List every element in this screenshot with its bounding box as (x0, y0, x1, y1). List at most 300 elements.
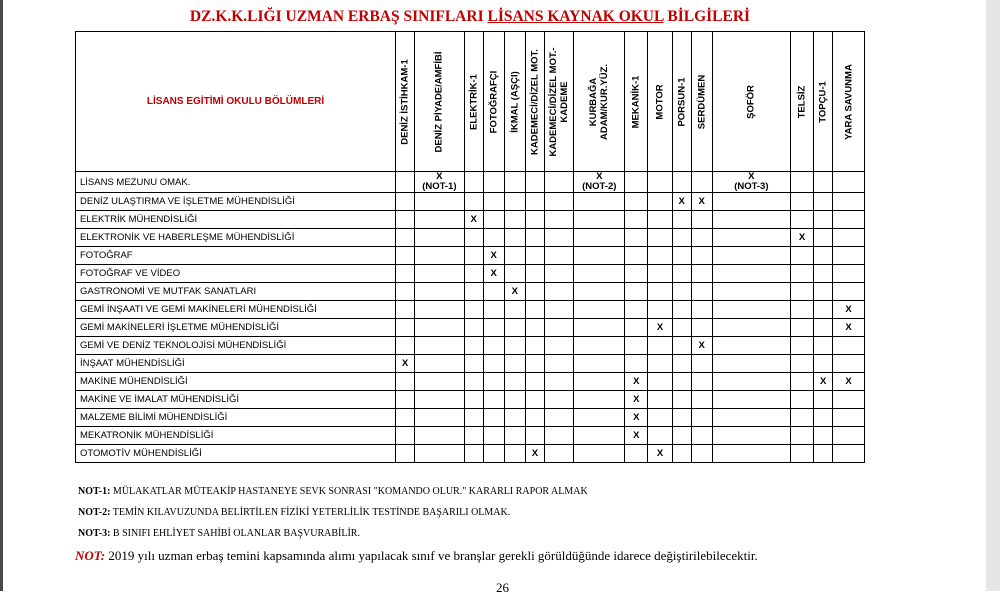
empty-cell (396, 427, 415, 445)
empty-cell (574, 265, 625, 283)
x-mark: X (525, 445, 544, 463)
table-row (76, 211, 865, 229)
column-header-label: KADEMECİ/DİZEL MOT. (529, 48, 541, 155)
row-label: ELEKTRİK MÜHENDİSLİĞİ (76, 211, 396, 229)
empty-cell (464, 409, 483, 427)
empty-cell (415, 265, 465, 283)
empty-cell (833, 391, 865, 409)
empty-cell (648, 247, 672, 265)
empty-cell (712, 391, 790, 409)
empty-cell (672, 301, 691, 319)
empty-cell (691, 301, 712, 319)
empty-cell (814, 427, 833, 445)
empty-cell (712, 229, 790, 247)
column-header-label: FOTOĞRAFÇI (488, 70, 500, 133)
column-header (483, 32, 504, 172)
column-header-label: TELSİZ (796, 85, 808, 118)
empty-cell (691, 211, 712, 229)
empty-cell (574, 427, 625, 445)
row-label: MAKİNE MÜHENDİSLİĞİ (76, 373, 396, 391)
empty-cell (814, 193, 833, 211)
empty-cell (814, 409, 833, 427)
note-2: NOT-2: TEMİN KILAVUZUNDA BELİRTİLEN FİZİKİ YETERLİLİK TESTİNDE BAŞARILI OLMAK. (78, 507, 511, 518)
empty-cell (574, 211, 625, 229)
row-label: DENİZ ULAŞTIRMA VE İŞLETME MÜHENDİSLİĞİ (76, 193, 396, 211)
empty-cell (790, 391, 813, 409)
empty-cell (574, 301, 625, 319)
column-header-label: PORSUN-1 (676, 76, 688, 127)
page-title: DZ.K.K.LIĞI UZMAN ERBAŞ SINIFLARI LİSANS KAYNAK OKUL BİLGİLERİ (189, 8, 751, 25)
empty-cell (525, 391, 544, 409)
empty-cell (814, 247, 833, 265)
empty-cell (574, 283, 625, 301)
empty-cell (544, 391, 574, 409)
column-header-label: TOPÇU-1 (817, 80, 829, 123)
empty-cell (790, 172, 813, 193)
row-label: MALZEME BİLİMİ MÜHENDİSLİĞİ (76, 409, 396, 427)
empty-cell (691, 229, 712, 247)
empty-cell (712, 211, 790, 229)
empty-cell (396, 283, 415, 301)
empty-cell (464, 391, 483, 409)
empty-cell (464, 337, 483, 355)
empty-cell (814, 283, 833, 301)
empty-cell (574, 445, 625, 463)
empty-cell (814, 337, 833, 355)
empty-cell (544, 283, 574, 301)
empty-cell (648, 355, 672, 373)
empty-cell (790, 211, 813, 229)
empty-cell (544, 319, 574, 337)
x-mark: X (483, 265, 504, 283)
empty-cell (790, 283, 813, 301)
empty-cell (691, 445, 712, 463)
empty-cell (415, 409, 465, 427)
x-mark: X (691, 193, 712, 211)
empty-cell (504, 427, 525, 445)
row-label: GEMİ VE DENİZ TEKNOLOJİSİ MÜHENDİSLİĞİ (76, 337, 396, 355)
x-mark: X (NOT-2) (574, 172, 625, 193)
empty-cell (396, 391, 415, 409)
empty-cell (648, 373, 672, 391)
empty-cell (672, 211, 691, 229)
empty-cell (464, 355, 483, 373)
empty-cell (574, 319, 625, 337)
empty-cell (672, 373, 691, 391)
empty-cell (525, 301, 544, 319)
empty-cell (525, 427, 544, 445)
empty-cell (625, 211, 648, 229)
empty-cell (525, 265, 544, 283)
empty-cell (525, 409, 544, 427)
column-header-label: YARA SAVUNMA (843, 63, 855, 140)
empty-cell (483, 337, 504, 355)
empty-cell (396, 337, 415, 355)
table-row (76, 301, 865, 319)
empty-cell (544, 193, 574, 211)
empty-cell (625, 229, 648, 247)
empty-cell (814, 172, 833, 193)
empty-cell (396, 193, 415, 211)
column-header-label: DENİZ İSTİHKAM-1 (399, 58, 411, 145)
empty-cell (625, 445, 648, 463)
empty-cell (464, 373, 483, 391)
empty-cell (672, 391, 691, 409)
empty-cell (625, 301, 648, 319)
empty-cell (833, 172, 865, 193)
row-label: GEMİ İNŞAATI VE GEMİ MAKİNELERİ MÜHENDİSLİĞİ (76, 301, 396, 319)
column-header (544, 32, 574, 172)
table-row (76, 337, 865, 355)
empty-cell (544, 427, 574, 445)
empty-cell (814, 211, 833, 229)
empty-cell (833, 427, 865, 445)
table-row (76, 283, 865, 301)
empty-cell (504, 301, 525, 319)
empty-cell (691, 319, 712, 337)
row-label: OTOMOTİV MÜHENDİSLİĞİ (76, 445, 396, 463)
empty-cell (672, 427, 691, 445)
empty-cell (712, 319, 790, 337)
empty-cell (504, 409, 525, 427)
empty-cell (712, 445, 790, 463)
empty-cell (544, 355, 574, 373)
empty-cell (574, 247, 625, 265)
table-row (76, 391, 865, 409)
empty-cell (544, 373, 574, 391)
empty-cell (712, 247, 790, 265)
empty-cell (574, 229, 625, 247)
empty-cell (396, 247, 415, 265)
x-mark: X (625, 409, 648, 427)
empty-cell (691, 265, 712, 283)
x-mark: X (814, 373, 833, 391)
empty-cell (504, 337, 525, 355)
empty-cell (525, 247, 544, 265)
empty-cell (814, 319, 833, 337)
row-label: LİSANS MEZUNU OMAK. (76, 172, 396, 193)
empty-cell (544, 265, 574, 283)
table-row (76, 229, 865, 247)
row-label: FOTOĞRAF VE VİDEO (76, 265, 396, 283)
empty-cell (396, 172, 415, 193)
empty-cell (672, 337, 691, 355)
empty-cell (625, 355, 648, 373)
empty-cell (525, 283, 544, 301)
empty-cell (814, 265, 833, 283)
x-mark: X (672, 193, 691, 211)
empty-cell (712, 427, 790, 445)
empty-cell (464, 301, 483, 319)
empty-cell (814, 445, 833, 463)
empty-cell (415, 337, 465, 355)
empty-cell (415, 283, 465, 301)
empty-cell (504, 373, 525, 391)
empty-cell (625, 193, 648, 211)
empty-cell (483, 172, 504, 193)
empty-cell (464, 265, 483, 283)
empty-cell (790, 337, 813, 355)
empty-cell (415, 445, 465, 463)
row-label: MAKİNE VE İMALAT MÜHENDİSLİĞİ (76, 391, 396, 409)
empty-cell (712, 283, 790, 301)
empty-cell (625, 319, 648, 337)
empty-cell (483, 409, 504, 427)
empty-cell (464, 229, 483, 247)
column-header (574, 32, 625, 172)
empty-cell (574, 409, 625, 427)
empty-cell (464, 247, 483, 265)
column-header (396, 32, 415, 172)
empty-cell (525, 229, 544, 247)
empty-cell (544, 247, 574, 265)
empty-cell (833, 247, 865, 265)
empty-cell (790, 193, 813, 211)
x-mark: X (790, 229, 813, 247)
table-row (76, 172, 865, 193)
column-header-label: MEKANİK-1 (630, 75, 642, 128)
empty-cell (483, 355, 504, 373)
empty-cell (504, 391, 525, 409)
empty-cell (504, 211, 525, 229)
empty-cell (525, 319, 544, 337)
empty-cell (483, 193, 504, 211)
empty-cell (790, 319, 813, 337)
empty-cell (712, 409, 790, 427)
empty-cell (648, 301, 672, 319)
table-row (76, 409, 865, 427)
x-mark: X (691, 337, 712, 355)
x-mark: X (833, 301, 865, 319)
x-mark: X (648, 445, 672, 463)
empty-cell (504, 319, 525, 337)
x-mark: X (504, 283, 525, 301)
empty-cell (691, 355, 712, 373)
column-header (814, 32, 833, 172)
empty-cell (483, 229, 504, 247)
empty-cell (648, 211, 672, 229)
empty-cell (648, 193, 672, 211)
empty-cell (415, 247, 465, 265)
empty-cell (483, 391, 504, 409)
empty-cell (396, 211, 415, 229)
column-header-label: İKMAL (AŞÇI) (509, 70, 521, 133)
empty-cell (790, 247, 813, 265)
x-mark: X (833, 319, 865, 337)
x-mark: X (NOT-1) (415, 172, 465, 193)
table-row (76, 193, 865, 211)
column-header-label: KADEMECİ/DİZEL MOT.- (548, 46, 560, 157)
empty-cell (833, 193, 865, 211)
row-label: İNŞAAT MÜHENDİSLİĞİ (76, 355, 396, 373)
row-label: MEKATRONİK MÜHENDİSLİĞİ (76, 427, 396, 445)
column-header (464, 32, 483, 172)
empty-cell (625, 283, 648, 301)
empty-cell (625, 172, 648, 193)
empty-cell (833, 283, 865, 301)
column-header-label: ELEKTRİK-1 (468, 73, 480, 130)
row-label: FOTOĞRAF (76, 247, 396, 265)
notes-section (78, 485, 588, 548)
empty-cell (691, 172, 712, 193)
empty-cell (648, 409, 672, 427)
empty-cell (712, 301, 790, 319)
table-row (76, 319, 865, 337)
empty-cell (544, 445, 574, 463)
column-header-label: MOTOR (654, 83, 666, 120)
column-header (525, 32, 544, 172)
empty-cell (504, 172, 525, 193)
empty-cell (396, 373, 415, 391)
empty-cell (396, 301, 415, 319)
empty-cell (483, 427, 504, 445)
table-row (76, 445, 865, 463)
final-note: NOT: 2019 yılı uzman erbaş temini kapsamında alımı yapılacak sınıf ve branşlar gerekli görüldüğünde idarece değiştirilebilecektir. (75, 548, 758, 563)
viewer-left-edge (0, 0, 3, 591)
empty-cell (790, 301, 813, 319)
column-header-label: ŞOFÖR (745, 84, 757, 119)
empty-cell (483, 445, 504, 463)
corner-header: LİSANS EGİTİMİ OKULU BÖLÜMLERİ (76, 32, 396, 172)
x-mark: X (648, 319, 672, 337)
empty-cell (415, 229, 465, 247)
column-header-label: ADAM/KUR.YÜZ. (599, 63, 611, 140)
empty-cell (525, 193, 544, 211)
viewer-scrollbar[interactable] (986, 0, 1000, 591)
empty-cell (672, 283, 691, 301)
column-header (672, 32, 691, 172)
empty-cell (574, 193, 625, 211)
empty-cell (691, 283, 712, 301)
empty-cell (691, 247, 712, 265)
table-row (76, 265, 865, 283)
empty-cell (504, 445, 525, 463)
empty-cell (544, 409, 574, 427)
column-header (790, 32, 813, 172)
empty-cell (396, 229, 415, 247)
empty-cell (625, 247, 648, 265)
x-mark: X (464, 211, 483, 229)
empty-cell (464, 445, 483, 463)
column-header-label: KADEME (559, 80, 571, 123)
column-header (504, 32, 525, 172)
column-header (833, 32, 865, 172)
empty-cell (483, 373, 504, 391)
empty-cell (415, 211, 465, 229)
table-row (76, 427, 865, 445)
note-1: NOT-1: MÜLAKATLAR MÜTEAKİP HASTANEYE SEVK SONRASI "KOMANDO OLUR." KARARLI RAPOR ALMAK (78, 486, 588, 497)
empty-cell (544, 229, 574, 247)
empty-cell (648, 427, 672, 445)
empty-cell (504, 355, 525, 373)
empty-cell (483, 211, 504, 229)
source-school-table (75, 31, 865, 463)
x-mark: X (625, 373, 648, 391)
empty-cell (415, 301, 465, 319)
column-header (648, 32, 672, 172)
empty-cell (544, 172, 574, 193)
empty-cell (544, 301, 574, 319)
empty-cell (672, 319, 691, 337)
empty-cell (712, 373, 790, 391)
empty-cell (483, 301, 504, 319)
empty-cell (464, 427, 483, 445)
x-mark: X (833, 373, 865, 391)
empty-cell (504, 229, 525, 247)
empty-cell (415, 193, 465, 211)
empty-cell (464, 193, 483, 211)
empty-cell (574, 355, 625, 373)
empty-cell (672, 445, 691, 463)
empty-cell (712, 355, 790, 373)
column-header-label: DENİZ PİYADE/AMFİBİ (433, 51, 445, 152)
empty-cell (833, 229, 865, 247)
empty-cell (464, 172, 483, 193)
empty-cell (648, 283, 672, 301)
x-mark: X (396, 355, 415, 373)
empty-cell (691, 373, 712, 391)
empty-cell (790, 265, 813, 283)
empty-cell (672, 229, 691, 247)
x-mark: X (483, 247, 504, 265)
empty-cell (712, 193, 790, 211)
empty-cell (790, 427, 813, 445)
empty-cell (525, 172, 544, 193)
empty-cell (574, 373, 625, 391)
empty-cell (691, 427, 712, 445)
empty-cell (396, 445, 415, 463)
empty-cell (415, 373, 465, 391)
empty-cell (544, 211, 574, 229)
empty-cell (790, 409, 813, 427)
empty-cell (790, 373, 813, 391)
empty-cell (625, 265, 648, 283)
empty-cell (833, 445, 865, 463)
empty-cell (790, 445, 813, 463)
table-row (76, 247, 865, 265)
empty-cell (396, 265, 415, 283)
empty-cell (396, 319, 415, 337)
empty-cell (814, 301, 833, 319)
empty-cell (464, 319, 483, 337)
empty-cell (483, 319, 504, 337)
empty-cell (574, 337, 625, 355)
empty-cell (525, 355, 544, 373)
column-header (712, 32, 790, 172)
row-label: ELEKTRONİK VE HABERLEŞME MÜHENDİSLİĞİ (76, 229, 396, 247)
empty-cell (691, 391, 712, 409)
column-header (415, 32, 465, 172)
column-header (691, 32, 712, 172)
empty-cell (833, 337, 865, 355)
empty-cell (525, 337, 544, 355)
column-header (625, 32, 648, 172)
empty-cell (415, 391, 465, 409)
empty-cell (833, 355, 865, 373)
empty-cell (648, 229, 672, 247)
column-header-label: KURBAĞA (588, 77, 600, 126)
empty-cell (396, 409, 415, 427)
empty-cell (814, 391, 833, 409)
empty-cell (648, 265, 672, 283)
empty-cell (833, 265, 865, 283)
note-3: NOT-3: B SINIFI EHLİYET SAHİBİ OLANLAR BAŞVURABİLİR. (78, 528, 360, 539)
empty-cell (833, 211, 865, 229)
empty-cell (712, 265, 790, 283)
empty-cell (648, 337, 672, 355)
row-label: GEMİ MAKİNELERİ İŞLETME MÜHENDİSLİĞİ (76, 319, 396, 337)
x-mark: X (625, 391, 648, 409)
